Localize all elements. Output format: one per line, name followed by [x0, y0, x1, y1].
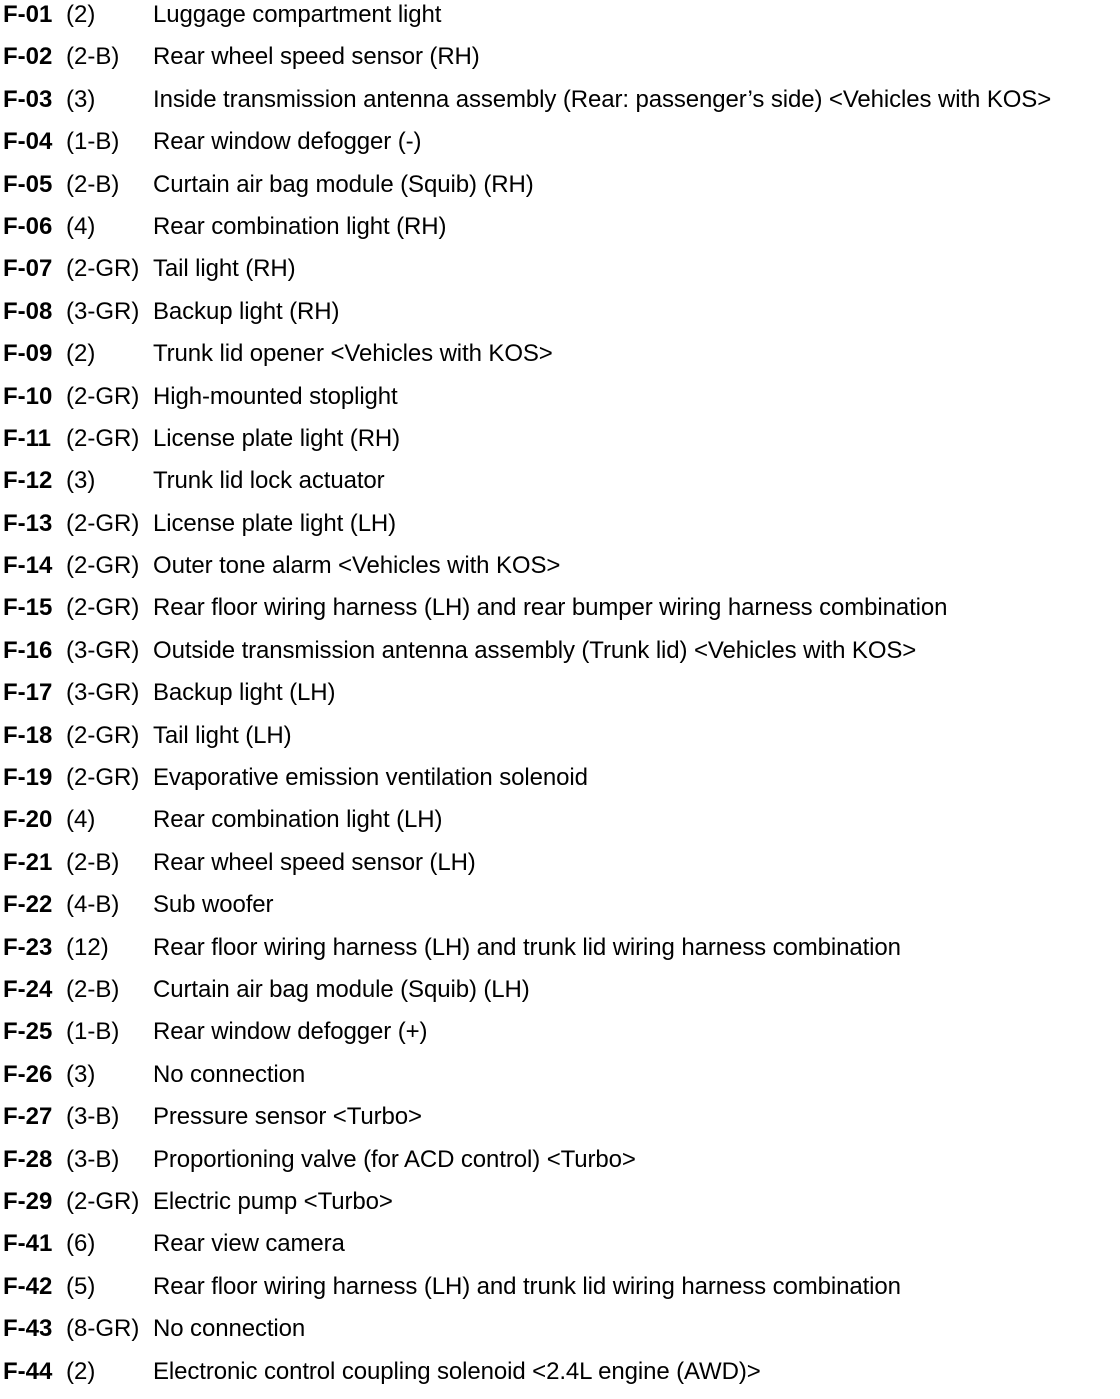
- connector-description: Pressure sensor <Turbo>: [153, 1103, 422, 1131]
- connector-type: (2-GR): [66, 424, 140, 452]
- connector-description: Proportioning valve (for ACD control) <Turbo>: [153, 1145, 636, 1173]
- connector-type: (4): [66, 806, 96, 834]
- connector-row: [3, 975, 1113, 1017]
- connector-code: F-15: [3, 594, 53, 622]
- connector-description: Trunk lid lock actuator: [153, 467, 385, 495]
- connector-code: F-11: [3, 424, 52, 452]
- connector-code: F-10: [3, 382, 53, 410]
- connector-description: Outside transmission antenna assembly (Trunk lid) <Vehicles with KOS>: [153, 636, 917, 664]
- connector-code: F-07: [3, 255, 53, 283]
- connector-description: Electric pump <Turbo>: [153, 1187, 393, 1215]
- connector-description: Tail light (RH): [153, 255, 296, 283]
- connector-row: [3, 551, 1113, 593]
- connector-type: (2-GR): [66, 255, 140, 283]
- connector-code: F-24: [3, 975, 53, 1003]
- connector-code: F-41: [3, 1230, 53, 1258]
- connector-code: F-29: [3, 1187, 53, 1215]
- connector-code: F-08: [3, 297, 53, 325]
- connector-description: Rear floor wiring harness (LH) and trunk lid wiring harness combination: [153, 1272, 901, 1300]
- connector-type: (2-GR): [66, 1187, 140, 1215]
- connector-code: F-44: [3, 1357, 53, 1385]
- connector-row: [3, 1357, 1113, 1399]
- connector-description: High-mounted stoplight: [153, 382, 398, 410]
- connector-description: Trunk lid opener <Vehicles with KOS>: [153, 340, 553, 368]
- connector-type: (3-B): [66, 1145, 120, 1173]
- connector-code: F-05: [3, 170, 53, 198]
- connector-code: F-19: [3, 764, 53, 792]
- connector-row: [3, 127, 1113, 169]
- connector-type: (2-B): [66, 975, 120, 1003]
- connector-code: F-28: [3, 1145, 53, 1173]
- connector-row: [3, 1102, 1113, 1144]
- connector-code: F-01: [3, 1, 53, 28]
- connector-row: [3, 721, 1113, 763]
- connector-type: (4-B): [66, 891, 120, 919]
- connector-code: F-16: [3, 636, 53, 664]
- connector-type: (3-GR): [66, 679, 140, 707]
- connector-description: Inside transmission antenna assembly (Rear: passenger’s side) <Vehicles with KOS>: [153, 85, 1052, 113]
- connector-description: Rear floor wiring harness (LH) and trunk lid wiring harness combination: [153, 933, 901, 961]
- connector-type: (3-GR): [66, 297, 140, 325]
- connector-code: F-22: [3, 891, 53, 919]
- connector-code: F-09: [3, 340, 53, 368]
- connector-type: (2-B): [66, 170, 120, 198]
- connector-type: (2-GR): [66, 382, 140, 410]
- connector-type: (2-GR): [66, 721, 140, 749]
- connector-type: (2-GR): [66, 594, 140, 622]
- connector-code: F-06: [3, 212, 53, 240]
- connector-row: [3, 1229, 1113, 1271]
- connector-row: [3, 763, 1113, 805]
- connector-type: (8-GR): [66, 1315, 140, 1343]
- connector-code: F-26: [3, 1060, 53, 1088]
- connector-row: [3, 1017, 1113, 1059]
- connector-type: (2): [66, 1357, 96, 1385]
- connector-code: F-23: [3, 933, 53, 961]
- connector-type: (2-B): [66, 848, 120, 876]
- connector-description: No connection: [153, 1315, 306, 1343]
- connector-type: (3): [66, 467, 96, 495]
- connector-type: (1-B): [66, 1018, 120, 1046]
- connector-row: [3, 848, 1113, 890]
- connector-row: [3, 593, 1113, 635]
- connector-row: [3, 297, 1113, 339]
- connector-type: (3-GR): [66, 636, 140, 664]
- connector-code: F-13: [3, 509, 53, 537]
- connector-row: [3, 1314, 1113, 1356]
- connector-row: [3, 85, 1113, 127]
- connector-type: (2-GR): [66, 509, 140, 537]
- connector-type: (2): [66, 1, 96, 28]
- connector-row: [3, 1272, 1113, 1314]
- connector-description: License plate light (LH): [153, 509, 397, 537]
- connector-description: Rear window defogger (+): [153, 1018, 428, 1046]
- connector-code: F-02: [3, 43, 53, 71]
- connector-code: F-20: [3, 806, 53, 834]
- connector-type: (3): [66, 85, 96, 113]
- connector-code: F-21: [3, 848, 53, 876]
- connector-list: [3, 0, 1113, 1399]
- connector-code: F-42: [3, 1272, 53, 1300]
- connector-row: [3, 933, 1113, 975]
- connector-description: Backup light (LH): [153, 679, 336, 707]
- connector-code: F-43: [3, 1315, 53, 1343]
- connector-type: (2): [66, 340, 96, 368]
- connector-row: [3, 382, 1113, 424]
- connector-code: F-18: [3, 721, 53, 749]
- connector-row: [3, 636, 1113, 678]
- connector-row: [3, 805, 1113, 847]
- connector-description: Rear wheel speed sensor (RH): [153, 43, 480, 71]
- connector-description: Rear floor wiring harness (LH) and rear bumper wiring harness combination: [153, 594, 948, 622]
- connector-code: F-14: [3, 552, 53, 580]
- connector-code: F-17: [3, 679, 53, 707]
- connector-description: Rear combination light (LH): [153, 806, 443, 834]
- connector-row: [3, 1187, 1113, 1229]
- connector-row: [3, 890, 1113, 932]
- connector-description: Backup light (RH): [153, 297, 340, 325]
- connector-description: Curtain air bag module (Squib) (LH): [153, 975, 530, 1003]
- connector-description: No connection: [153, 1060, 306, 1088]
- connector-type: (12): [66, 933, 109, 961]
- connector-type: (1-B): [66, 128, 120, 156]
- connector-row: [3, 424, 1113, 466]
- connector-description: Rear wheel speed sensor (LH): [153, 848, 476, 876]
- connector-type: (2-GR): [66, 764, 140, 792]
- connector-description: License plate light (RH): [153, 424, 401, 452]
- connector-row: [3, 170, 1113, 212]
- connector-row: [3, 1060, 1113, 1102]
- connector-code: F-04: [3, 128, 53, 156]
- connector-row: [3, 678, 1113, 720]
- connector-row: [3, 1145, 1113, 1187]
- connector-description: Tail light (LH): [153, 721, 292, 749]
- connector-type: (4): [66, 212, 96, 240]
- connector-row: [3, 0, 1113, 42]
- connector-type: (3-B): [66, 1103, 120, 1131]
- connector-code: F-27: [3, 1103, 53, 1131]
- connector-row: [3, 339, 1113, 381]
- connector-row: [3, 466, 1113, 508]
- connector-description: Curtain air bag module (Squib) (RH): [153, 170, 534, 198]
- connector-type: (2-B): [66, 43, 120, 71]
- connector-type: (3): [66, 1060, 96, 1088]
- connector-description: Outer tone alarm <Vehicles with KOS>: [153, 552, 561, 580]
- connector-description: Rear window defogger (-): [153, 128, 422, 156]
- connector-row: [3, 212, 1113, 254]
- connector-type: (5): [66, 1272, 96, 1300]
- connector-type: (2-GR): [66, 552, 140, 580]
- connector-description: Evaporative emission ventilation solenoid: [153, 764, 588, 792]
- connector-code: F-03: [3, 85, 53, 113]
- connector-row: [3, 254, 1113, 296]
- connector-code: F-25: [3, 1018, 53, 1046]
- connector-code: F-12: [3, 467, 53, 495]
- connector-description: Rear combination light (RH): [153, 212, 447, 240]
- connector-description: Sub woofer: [153, 891, 274, 919]
- connector-description: Electronic control coupling solenoid <2.4L engine (AWD)>: [153, 1357, 761, 1385]
- connector-row: [3, 509, 1113, 551]
- connector-description: Luggage compartment light: [153, 1, 442, 28]
- connector-type: (6): [66, 1230, 96, 1258]
- connector-description: Rear view camera: [153, 1230, 345, 1258]
- connector-row: [3, 42, 1113, 84]
